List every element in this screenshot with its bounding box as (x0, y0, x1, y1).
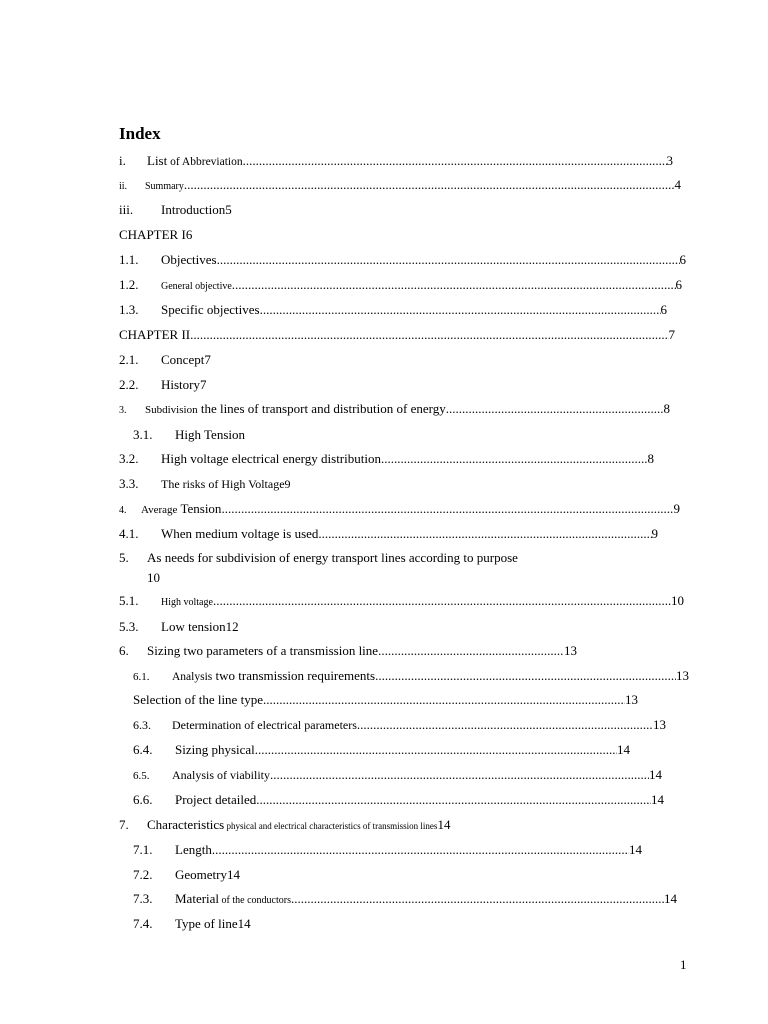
dot-leader (190, 326, 668, 344)
entry-page-number: 3 (666, 153, 673, 168)
entry-page-number: 7 (204, 352, 211, 367)
entry-page-number: 14 (649, 767, 662, 782)
entry-title: Low tension (161, 619, 226, 634)
toc-entry (133, 791, 664, 809)
page-footer-number: 1 (680, 957, 687, 972)
entry-title-text: Characteristics (147, 817, 225, 832)
toc-chapter (119, 226, 192, 244)
entry-title-continuation: of Abbreviation (167, 156, 243, 168)
dot-leader (255, 741, 617, 759)
entry-title: The risks of High Voltage (161, 477, 285, 491)
dot-leader (446, 400, 664, 418)
entry-title: Objectives (161, 252, 217, 267)
entry-number: 6.1. (133, 671, 150, 683)
toc-entry (119, 351, 211, 369)
entry-title: Sizing physical (175, 742, 255, 757)
dot-leader (243, 152, 667, 170)
dot-leader (381, 450, 648, 468)
entry-title-text: Analysis (172, 671, 213, 683)
dot-leader (270, 766, 649, 784)
entry-number: 5. (119, 550, 129, 565)
dot-leader (256, 791, 651, 809)
entry-page-number: 13 (564, 643, 577, 658)
toc-entry (119, 525, 658, 543)
entry-number: 7.4. (133, 916, 153, 931)
entry-number: 7.3. (133, 891, 153, 906)
toc-entry (119, 549, 518, 567)
toc-entry (119, 642, 577, 660)
entry-page-number: 9 (673, 501, 680, 516)
entry-number: 4.1. (119, 526, 139, 541)
entry-page-number: 13 (653, 717, 666, 732)
toc-entry (119, 592, 684, 610)
entry-page-number: 9 (284, 477, 291, 491)
entry-page-number: 4 (674, 177, 681, 192)
entry-page-number: 10 (147, 570, 160, 585)
entry-page-number: 12 (225, 619, 239, 634)
entry-title: Determination of electrical parameters (172, 718, 357, 732)
entry-number: iii. (119, 202, 134, 217)
entry-page-number: 13 (625, 692, 638, 707)
entry-number: 6.6. (133, 792, 153, 807)
entry-number: 3.1. (133, 427, 153, 442)
entry-title-continuation: physical and electrical characteristics of transmission lines (224, 821, 438, 831)
entry-title-text: Subdivision (145, 404, 198, 416)
entry-title (141, 500, 221, 519)
entry-title: Project detailed (175, 792, 257, 807)
entry-title: Selection of the line type (133, 692, 263, 707)
entry-number: ii. (119, 181, 128, 192)
toc-entry (119, 500, 680, 518)
toc-entry (133, 716, 666, 734)
entry-title: As needs for subdivision of energy transport lines according to purpose (147, 550, 518, 565)
entry-title (175, 890, 291, 910)
dot-leader (318, 525, 651, 543)
toc-entry (133, 691, 638, 709)
entry-title (147, 152, 243, 171)
entry-number: i. (119, 153, 126, 168)
entry-title: High voltage (161, 597, 213, 608)
dot-leader (357, 716, 653, 734)
entry-number: 6.5. (133, 770, 150, 782)
dot-leader (212, 841, 629, 859)
toc-entry (119, 176, 681, 194)
toc-entry (119, 400, 670, 418)
entry-number: 7. (119, 817, 129, 832)
entry-page-number: 14 (651, 792, 664, 807)
entry-page-number: 6 (679, 252, 686, 267)
dot-leader (217, 251, 680, 269)
entry-page-number: 14 (437, 817, 451, 832)
entry-title: High Tension (175, 427, 245, 442)
entry-page-number: 6 (675, 277, 682, 292)
toc-entry (133, 841, 642, 859)
entry-page-number: 14 (664, 891, 677, 906)
toc-entry (133, 766, 662, 784)
entry-page-number: 10 (671, 593, 684, 608)
dot-leader (260, 301, 661, 319)
entry-number: 7.2. (133, 867, 153, 882)
entry-title (145, 400, 446, 419)
entry-number: 1.2. (119, 277, 139, 292)
dot-leader (232, 276, 676, 294)
index-heading: Index (119, 124, 161, 143)
dot-leader (375, 667, 676, 685)
toc-entry (133, 890, 677, 908)
entry-page-number: 14 (237, 916, 251, 931)
entry-title: Geometry (175, 867, 227, 882)
entry-title: High voltage electrical energy distribution (161, 451, 381, 466)
entry-title-text: Material (175, 891, 220, 906)
entry-number: 3.2. (119, 451, 139, 466)
toc-entry (119, 301, 667, 319)
toc-entry (133, 667, 689, 685)
entry-number: 1.1. (119, 252, 139, 267)
entry-page-number: 14 (629, 842, 642, 857)
toc-entry (119, 475, 291, 493)
toc-entry (119, 376, 207, 394)
entry-title-continuation: two transmission requirements (212, 668, 376, 683)
entry-number: 3.3. (119, 476, 139, 491)
entry-number: 2.2. (119, 377, 139, 392)
entry-title: General objective (161, 281, 232, 292)
entry-title (172, 667, 375, 686)
entry-title: Length (175, 842, 212, 857)
entry-number: 3. (119, 405, 127, 416)
toc-entry (119, 618, 239, 636)
toc-entry (119, 450, 654, 468)
entry-title-text: List (147, 153, 168, 168)
toc-entry (133, 741, 630, 759)
entry-page-number: 14 (226, 867, 240, 882)
dot-leader (291, 890, 664, 908)
toc-entry (119, 152, 673, 170)
dot-leader (263, 691, 625, 709)
entry-title-continuation: Tension (177, 501, 222, 516)
entry-title-text: Average (141, 504, 178, 516)
entry-page-number: 6 (660, 302, 667, 317)
dot-leader (213, 592, 671, 610)
entry-title: When medium voltage is used (161, 526, 319, 541)
entry-number: 5.3. (119, 619, 139, 634)
toc-entry (133, 915, 251, 933)
chapter-title: CHAPTER I (119, 227, 186, 242)
entry-page-number: 5 (225, 202, 232, 217)
dot-leader (221, 500, 673, 518)
entry-number: 2.1. (119, 352, 139, 367)
toc-entry (133, 426, 245, 444)
dot-leader (184, 176, 675, 194)
entry-title: Specific objectives (161, 302, 260, 317)
entry-title (147, 816, 437, 835)
entry-title: History (161, 377, 200, 392)
entry-number: 1.3. (119, 302, 139, 317)
toc-entry (119, 251, 686, 269)
entry-page-number: 14 (617, 742, 630, 757)
entry-number: 7.1. (133, 842, 153, 857)
dot-leader (378, 642, 564, 660)
entry-number: 6.4. (133, 742, 153, 757)
entry-title: Type of line (175, 916, 238, 931)
entry-page-number: 9 (651, 526, 658, 541)
entry-page-number: 7 (200, 377, 207, 392)
entry-title-continuation: of the conductors (219, 895, 291, 906)
entry-title: Concept (161, 352, 205, 367)
entry-number: 4. (119, 505, 127, 516)
toc-entry (133, 866, 240, 884)
entry-page-number: 13 (676, 668, 689, 683)
entry-page-number: 6 (185, 227, 193, 242)
entry-title: Sizing two parameters of a transmission line (147, 643, 379, 658)
toc-chapter (119, 326, 675, 344)
entry-title: Summary (145, 181, 184, 192)
entry-page-number: 8 (663, 401, 670, 416)
entry-title: Introduction (161, 202, 226, 217)
entry-page-number: 8 (647, 451, 654, 466)
entry-title: Analysis of viability (172, 768, 270, 782)
toc-entry (119, 276, 682, 294)
entry-number: 5.1. (119, 593, 139, 608)
toc-entry (119, 816, 450, 834)
entry-page-number: 7 (668, 327, 675, 342)
entry-number: 6. (119, 643, 129, 658)
toc-entry (119, 201, 232, 219)
chapter-title: CHAPTER II (119, 327, 191, 342)
entry-number: 6.3. (133, 718, 151, 732)
entry-title-continuation: the lines of transport and distribution of energy (197, 401, 446, 416)
